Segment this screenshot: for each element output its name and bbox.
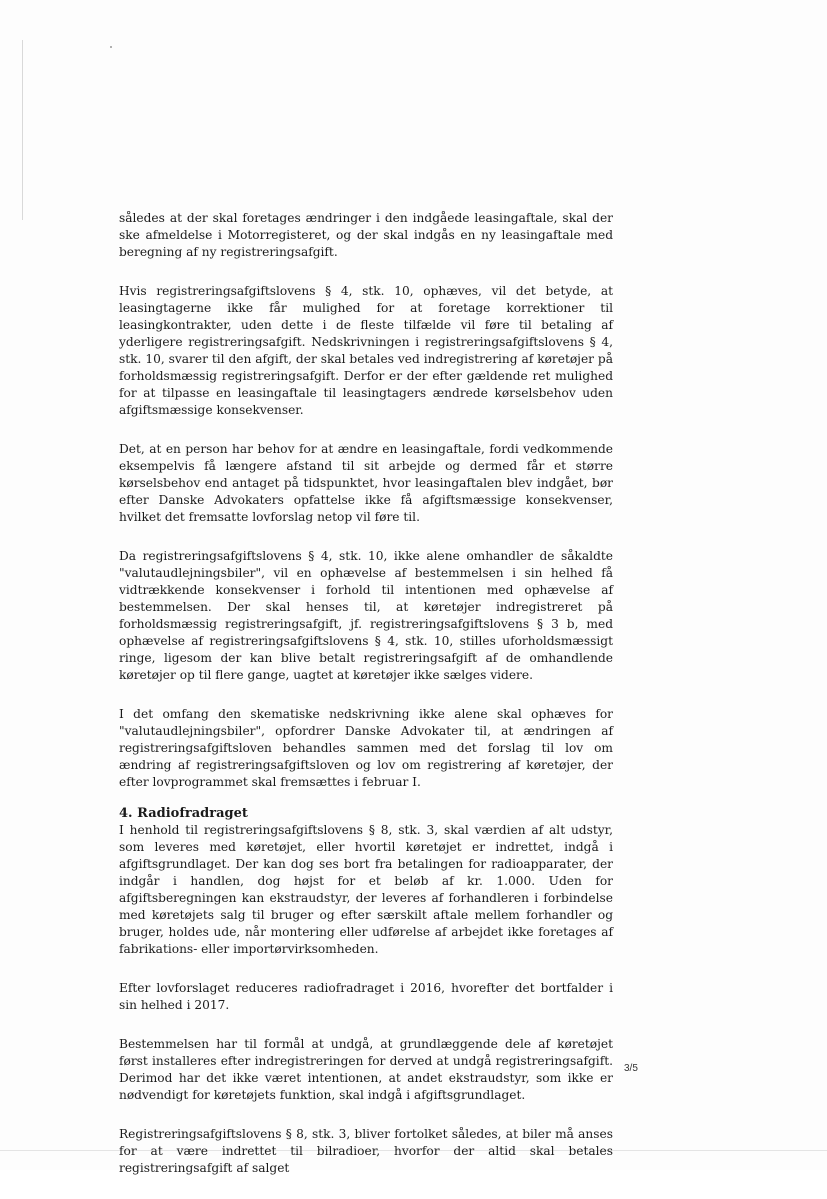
paragraph: således at der skal foretages ændringer i den indgåede leasingaftale, skal der ske afmeldelse i Motorregisteret, og der skal indgås en ny leasingaftale med beregning af ny registreringsafgift. [119, 211, 613, 259]
section-heading: 4. Radiofradraget [119, 806, 248, 821]
paragraph: I det omfang den skematiske nedskrivning ikke alene skal ophæves for "valutaudlejningsbiler", opfordrer Danske Advokater til, at ændringen af registreringsafgiftsloven behandles sammen med det forslag til lov om ændring af registreringsafgiftsloven og lov om registrering af køretøjer, der efter lovprogrammet skal fremsættes i februar I. [119, 707, 613, 789]
document-body [119, 210, 613, 1199]
paragraph: I henhold til registreringsafgiftslovens § 8, stk. 3, skal værdien af alt udstyr, som leveres med køretøjet, eller hvortil køretøjet er indrettet, indgå i afgiftsgrundlaget. Der kan dog ses bort fra betalingen for radioapparater, der indgår i handlen, dog højst for et beløb af kr. 1.000. Uden for afgiftsberegningen kan ekstraudstyr, der leveres af forhandleren i forbindelse med køretøjets salg til bruger og efter særskilt aftale mellem forhandler og bruger, holdes ude, når montering eller udførelse af arbejdet ikke foretages af fabrikations- eller importørvirksomheden. [119, 823, 613, 956]
scan-edge-mark [22, 40, 23, 220]
paragraph: Registreringsafgiftslovens § 8, stk. 3, bliver fortolket således, at biler må anses for at være indrettet til bilradioer, hvorfor der altid skal betales registreringsafgift af salget [119, 1127, 613, 1175]
paragraph: Da registreringsafgiftslovens § 4, stk. 10, ikke alene omhandler de såkaldte "valutaudlejningsbiler", vil en ophævelse af bestemmelsen i sin helhed få vidtrækkende konsekvenser i forhold til intentionen med ophævelse af bestemmelsen. Der skal henses til, at køretøjer indregistreret på forholdsmæssig registreringsafgift, jf. registreringsafgiftslovens § 3 b, med ophævelse af registreringsafgiftslovens § 4, stk. 10, stilles uforholdsmæssigt ringe, ligesom der kan blive betalt registreringsafgift af de omhandlende køretøjer op til flere gange, uagtet at køretøjer ikke sælges videre. [119, 549, 613, 682]
paragraph: Hvis registreringsafgiftslovens § 4, stk. 10, ophæves, vil det betyde, at leasingtagerne ikke får mulighed for at foretage korrektioner til leasingkontrakter, uden dette i de fleste tilfælde vil føre til betaling af yderligere registreringsafgift. Nedskrivningen i registreringsafgiftslovens § 4, stk. 10, svarer til den afgift, der skal betales ved indregistrering af køretøjer på forholdsmæssig registreringsafgift. Derfor er der efter gældende ret mulighed for at tilpasse en leasingaftale til leasingtagers ændrede kørselsbehov uden afgiftsmæssige konsekvenser. [119, 284, 613, 417]
paragraph: Efter lovforslaget reduceres radiofradraget i 2016, hvorefter det bortfalder i sin helhed i 2017. [119, 981, 613, 1012]
paragraph: Det, at en person har behov for at ændre en leasingaftale, fordi vedkommende eksempelvis få længere afstand til sit arbejde og dermed får et større kørselsbehov end antaget på tidspunktet, hvor leasingaftalen blev indgået, bør efter Danske Advokaters opfattelse ikke få afgiftsmæssige konsekvenser, hvilket det fremsatte lovforslag netop vil føre til. [119, 442, 613, 524]
paragraph: Bestemmelsen har til formål at undgå, at grundlæggende dele af køretøjet først installeres efter indregistreringen for derved at undgå registreringsafgift. Derimod har det ikke været intentionen, at andet ekstraudstyr, som ikke er nødvendigt for køretøjets funktion, skal indgå i afgiftsgrundlaget. [119, 1037, 613, 1102]
scan-speck [110, 46, 112, 48]
page-number: 3/5 [624, 1063, 638, 1074]
